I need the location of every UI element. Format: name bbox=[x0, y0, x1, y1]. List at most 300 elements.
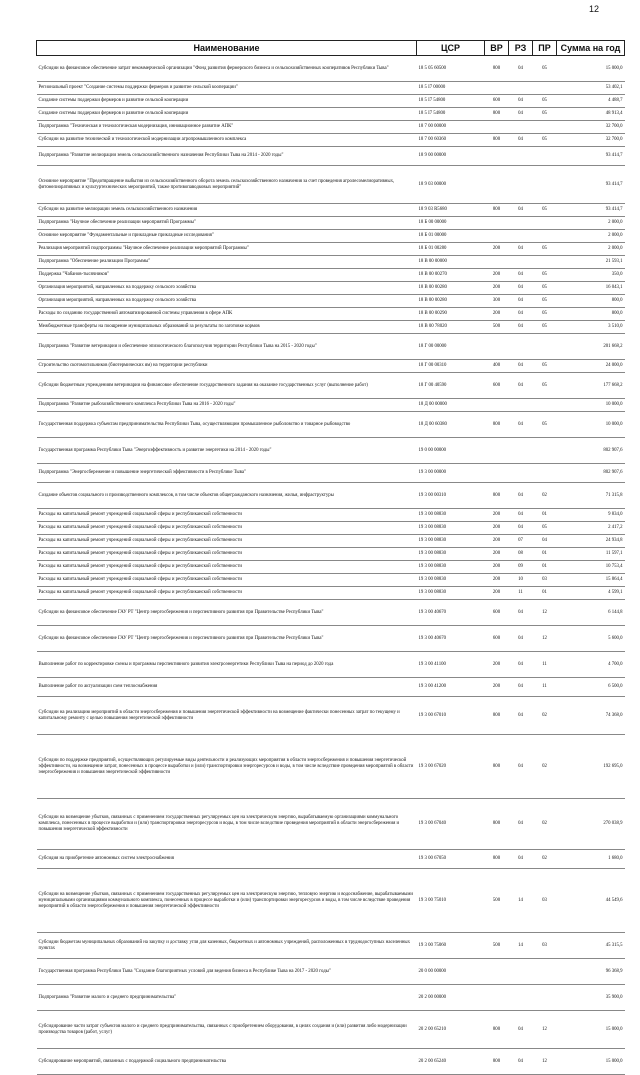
row-name: Субсидии на развитие мелиорации земель сельскохозяйственного назначения bbox=[37, 204, 417, 217]
row-vr bbox=[485, 959, 509, 985]
table-row bbox=[37, 121, 625, 134]
row-rz: 04 bbox=[509, 1049, 533, 1075]
row-vr: 200 bbox=[485, 587, 509, 600]
row-pr: 05 bbox=[533, 243, 557, 256]
row-rz: 04 bbox=[509, 108, 533, 121]
row-csr: 19 3 00 41200 bbox=[417, 678, 485, 697]
row-csr: 18 В 00 00000 bbox=[417, 256, 485, 269]
row-vr: 800 bbox=[485, 799, 509, 850]
row-vr: 800 bbox=[485, 697, 509, 735]
row-csr: 19 3 00 67010 bbox=[417, 697, 485, 735]
row-rz bbox=[509, 334, 533, 360]
table-row bbox=[37, 850, 625, 869]
header-csr: ЦСР bbox=[417, 41, 485, 56]
row-vr: 800 bbox=[485, 483, 509, 509]
table-row bbox=[37, 626, 625, 652]
row-vr: 600 bbox=[485, 600, 509, 626]
row-csr: 19 3 00 08830 bbox=[417, 522, 485, 535]
row-csr: 19 3 00 75010 bbox=[417, 869, 485, 933]
row-csr: 19 3 00 40670 bbox=[417, 600, 485, 626]
row-vr: 400 bbox=[485, 360, 509, 373]
row-sum: 1 680,0 bbox=[557, 850, 625, 869]
row-pr bbox=[533, 985, 557, 1011]
row-sum: 2 000,0 bbox=[557, 243, 625, 256]
row-name: Государственная поддержка субъектам предпринимательства Республики Тыва, осуществляющим промышленное рыболовство и товарное рыбоводство bbox=[37, 412, 417, 438]
row-rz: 04 bbox=[509, 308, 533, 321]
row-vr: 800 bbox=[485, 134, 509, 147]
table-row bbox=[37, 464, 625, 483]
row-sum: 21 593,1 bbox=[557, 256, 625, 269]
row-rz bbox=[509, 464, 533, 483]
row-rz bbox=[509, 121, 533, 134]
row-pr bbox=[533, 147, 557, 166]
row-csr: 18 Б 01 00280 bbox=[417, 243, 485, 256]
row-name: Субсидии на возмещение убытков, связанных с применением государственных регулируемых цен на электрическую энергию, вырабатываемую организациями коммунального комплекса, понесенных в процессе выработки и (или) транспортировки энергоресурсов и воды, в том числе вследствие проведения мероприятий в области энергосбережения и повышения энергетической эффективности bbox=[37, 799, 417, 850]
row-sum: 5 600,0 bbox=[557, 626, 625, 652]
row-csr: 18 Д 00 60380 bbox=[417, 412, 485, 438]
row-csr: 18 Б 01 00000 bbox=[417, 230, 485, 243]
row-csr: 19 3 00 40670 bbox=[417, 626, 485, 652]
row-sum: 53 402,1 bbox=[557, 82, 625, 95]
row-pr: 04 bbox=[533, 535, 557, 548]
table-row bbox=[37, 438, 625, 464]
row-name: Организация мероприятий, направленных на поддержку сельского хозяйства bbox=[37, 282, 417, 295]
row-rz: 14 bbox=[509, 933, 533, 959]
row-sum: 15 000,0 bbox=[557, 56, 625, 82]
row-rz bbox=[509, 256, 533, 269]
row-rz bbox=[509, 959, 533, 985]
row-sum: 48 913,4 bbox=[557, 108, 625, 121]
row-csr: 20 2 00 65210 bbox=[417, 1011, 485, 1049]
row-name: Субсидии на финансовое обеспечение ГАУ РТ "Центр энергосбережения и перспективного развития при Правительстве Республики Тыва" bbox=[37, 626, 417, 652]
header-pr: ПР bbox=[533, 41, 557, 56]
row-name: Создание системы поддержки фермеров и развитие сельской кооперации bbox=[37, 108, 417, 121]
row-rz: 04 bbox=[509, 412, 533, 438]
row-vr: 500 bbox=[485, 933, 509, 959]
row-csr: 18 Б 00 00000 bbox=[417, 217, 485, 230]
row-vr bbox=[485, 217, 509, 230]
row-sum: 32 700,0 bbox=[557, 134, 625, 147]
row-pr bbox=[533, 166, 557, 204]
row-name: Субсидии на финансовое обеспечение ГАУ РТ "Центр энергосбережения и перспективного развития при Правительстве Республики Тыва" bbox=[37, 600, 417, 626]
row-rz: 04 bbox=[509, 95, 533, 108]
row-csr: 18 9 03 R5680 bbox=[417, 204, 485, 217]
row-sum: 10 753,4 bbox=[557, 561, 625, 574]
row-sum: 800,0 bbox=[557, 308, 625, 321]
header-sum: Сумма на год bbox=[557, 41, 625, 56]
table-row bbox=[37, 535, 625, 548]
row-csr: 18 В 00 00270 bbox=[417, 269, 485, 282]
table-row bbox=[37, 678, 625, 697]
table-row bbox=[37, 412, 625, 438]
row-pr: 12 bbox=[533, 1011, 557, 1049]
row-pr: 05 bbox=[533, 204, 557, 217]
row-pr: 01 bbox=[533, 509, 557, 522]
table-row bbox=[37, 269, 625, 282]
page-number: 12 bbox=[589, 4, 600, 14]
row-vr: 800 bbox=[485, 1049, 509, 1075]
row-rz: 04 bbox=[509, 243, 533, 256]
row-sum: 71 315,8 bbox=[557, 483, 625, 509]
header-vr: ВР bbox=[485, 41, 509, 56]
table-row bbox=[37, 166, 625, 204]
row-vr: 200 bbox=[485, 282, 509, 295]
table-row bbox=[37, 600, 625, 626]
row-name: Субсидии на возмещение убытков, связанных с применением государственных регулируемых цен на электрическую энергию, тепловую энергию и водоснабжение, вырабатываемыми муниципальными организациями коммунального комплекса, понесенных в процессе выработки и (или) транспортировки энергоресурсов и воды, в том числе вследствие проведения мероприятий в области энергосбережения и повышения энергетической эффективности bbox=[37, 869, 417, 933]
row-sum: 350,0 bbox=[557, 269, 625, 282]
row-vr: 300 bbox=[485, 295, 509, 308]
row-vr: 800 bbox=[485, 56, 509, 82]
row-name: Реализация мероприятий подпрограммы "Научное обеспечение реализации мероприятий Программы" bbox=[37, 243, 417, 256]
row-vr bbox=[485, 438, 509, 464]
table-row bbox=[37, 574, 625, 587]
row-pr: 01 bbox=[533, 561, 557, 574]
row-rz: 04 bbox=[509, 373, 533, 399]
row-sum: 15 000,0 bbox=[557, 1011, 625, 1049]
row-vr: 200 bbox=[485, 548, 509, 561]
row-pr: 11 bbox=[533, 652, 557, 678]
row-name: Субсидирование части затрат субъектов малого и среднего предпринимательства, связанных с приобретением оборудования, в целях создания и (или) развития либо модернизации производства товаров (работ, услуг) bbox=[37, 1011, 417, 1049]
row-name: Расходы на капитальный ремонт учреждений социальной сферы и республиканской собственности bbox=[37, 522, 417, 535]
row-csr: 18 5 I7 54800 bbox=[417, 108, 485, 121]
row-sum: 9 834,0 bbox=[557, 509, 625, 522]
row-vr: 200 bbox=[485, 561, 509, 574]
table-row bbox=[37, 95, 625, 108]
table-body bbox=[37, 56, 625, 1075]
row-pr: 12 bbox=[533, 626, 557, 652]
table-row bbox=[37, 1049, 625, 1075]
row-csr: 19 3 00 08830 bbox=[417, 561, 485, 574]
row-name: Подпрограмма "Техническая и технологическая модернизация, инновационное развитие АПК" bbox=[37, 121, 417, 134]
table-row bbox=[37, 509, 625, 522]
row-sum: 93 414,7 bbox=[557, 204, 625, 217]
row-csr: 19 3 00 67020 bbox=[417, 735, 485, 799]
row-name: Подпрограмма "Обеспечение реализации Программы" bbox=[37, 256, 417, 269]
row-sum: 44 549,6 bbox=[557, 869, 625, 933]
row-rz: 04 bbox=[509, 1011, 533, 1049]
table-row bbox=[37, 308, 625, 321]
row-vr bbox=[485, 147, 509, 166]
row-rz bbox=[509, 230, 533, 243]
row-sum: 2 000,0 bbox=[557, 230, 625, 243]
row-rz: 04 bbox=[509, 56, 533, 82]
row-sum: 93 414,7 bbox=[557, 166, 625, 204]
row-name: Подпрограмма "Развитие малого и среднего предпринимательства" bbox=[37, 985, 417, 1011]
row-csr: 18 9 00 00000 bbox=[417, 147, 485, 166]
row-name: Субсидия на приобретение автономных систем электроснабжения bbox=[37, 850, 417, 869]
row-rz: 04 bbox=[509, 735, 533, 799]
table-row bbox=[37, 399, 625, 412]
row-name: Расходы на капитальный ремонт учреждений социальной сферы и республиканской собственности bbox=[37, 561, 417, 574]
row-name: Подпрограмма "Развитие рыбохозяйственного комплекса Республики Тыва на 2016 - 2020 годы" bbox=[37, 399, 417, 412]
row-sum: 32 700,0 bbox=[557, 121, 625, 134]
row-name: Основное мероприятие "Фундаментальные и прикладные прикладные исследования" bbox=[37, 230, 417, 243]
row-vr bbox=[485, 334, 509, 360]
row-csr: 19 3 00 75060 bbox=[417, 933, 485, 959]
row-pr bbox=[533, 399, 557, 412]
table-row bbox=[37, 869, 625, 933]
row-rz bbox=[509, 217, 533, 230]
row-pr bbox=[533, 82, 557, 95]
table-row bbox=[37, 933, 625, 959]
row-rz: 04 bbox=[509, 522, 533, 535]
table-row bbox=[37, 230, 625, 243]
row-rz: 08 bbox=[509, 548, 533, 561]
row-pr: 03 bbox=[533, 574, 557, 587]
row-vr: 600 bbox=[485, 95, 509, 108]
header-rz: РЗ bbox=[509, 41, 533, 56]
row-rz: 04 bbox=[509, 282, 533, 295]
row-rz: 04 bbox=[509, 652, 533, 678]
row-vr: 500 bbox=[485, 321, 509, 334]
row-name: Субсидии по поддержке предприятий, осуществляющих регулируемые виды деятельности и реализующих мероприятия в области энергосбережения и повышения энергетической эффективности, на возмещение затрат, понесенных в процессе выработки и (или) транспортировки энергоресурсов и воды, в том числе вследствие проведения мероприятий в области энергосбережения и повышения энергетической эффективности bbox=[37, 735, 417, 799]
row-pr: 03 bbox=[533, 933, 557, 959]
row-name: Субсидии на развитие технической и технологической модернизации агропромышленного комплекса bbox=[37, 134, 417, 147]
row-csr: 19 3 00 08830 bbox=[417, 509, 485, 522]
row-name: Государственная программа Республики Тыва "Создание благоприятных условий для ведения бизнеса в Республике Тыва на 2017 - 2020 годы" bbox=[37, 959, 417, 985]
table-row bbox=[37, 360, 625, 373]
row-sum: 192 695,0 bbox=[557, 735, 625, 799]
row-vr: 800 bbox=[485, 108, 509, 121]
row-rz: 04 bbox=[509, 134, 533, 147]
row-name: Расходы на капитальный ремонт учреждений социальной сферы и республиканской собственности bbox=[37, 587, 417, 600]
row-pr: 02 bbox=[533, 483, 557, 509]
table-row bbox=[37, 548, 625, 561]
row-vr: 200 bbox=[485, 308, 509, 321]
table-row bbox=[37, 282, 625, 295]
row-csr: 18 Г 00 00000 bbox=[417, 334, 485, 360]
row-vr bbox=[485, 399, 509, 412]
row-name: Подпрограмма "Энергосбережение и повышение энергетической эффективности в Республике Тыва" bbox=[37, 464, 417, 483]
table-row bbox=[37, 217, 625, 230]
row-vr bbox=[485, 82, 509, 95]
row-name: Поддержка "Чабанов-тысячников" bbox=[37, 269, 417, 282]
row-sum: 2 000,0 bbox=[557, 217, 625, 230]
table-row bbox=[37, 652, 625, 678]
row-vr bbox=[485, 166, 509, 204]
row-vr bbox=[485, 985, 509, 1011]
row-rz bbox=[509, 166, 533, 204]
row-name: Расходы на капитальный ремонт учреждений социальной сферы и республиканской собственности bbox=[37, 548, 417, 561]
row-pr bbox=[533, 334, 557, 360]
row-csr: 19 3 00 00000 bbox=[417, 464, 485, 483]
row-pr: 05 bbox=[533, 522, 557, 535]
row-pr bbox=[533, 438, 557, 464]
row-rz bbox=[509, 985, 533, 1011]
row-vr: 800 bbox=[485, 1011, 509, 1049]
row-csr: 20 2 00 00000 bbox=[417, 985, 485, 1011]
row-vr: 200 bbox=[485, 509, 509, 522]
row-pr bbox=[533, 256, 557, 269]
row-name: Расходы на капитальный ремонт учреждений социальной сферы и республиканской собственности bbox=[37, 574, 417, 587]
header-name: Наименование bbox=[37, 41, 417, 56]
row-name: Строительство скотомогильников (биотермических ям) на территории республики bbox=[37, 360, 417, 373]
row-name: Субсидии на финансовое обеспечение затрат некоммерческой организации "Фонд развития фермерского бизнеса и сельскохозяйственных кооперативов Республики Тыва" bbox=[37, 56, 417, 82]
row-sum: 6 500,0 bbox=[557, 678, 625, 697]
row-name: Выполнение работ по корректировке схемы и программы перспективного развития электроэнергетики Республики Тыва на период до 2020 года bbox=[37, 652, 417, 678]
row-name: Межбюджетные трансферты на поощрение муниципальных образований за результаты по заготовке кормов bbox=[37, 321, 417, 334]
table-row bbox=[37, 483, 625, 509]
row-csr: 18 В 00 00290 bbox=[417, 308, 485, 321]
row-csr: 18 5 I7 00000 bbox=[417, 82, 485, 95]
row-pr: 05 bbox=[533, 295, 557, 308]
row-csr: 19 3 00 00310 bbox=[417, 483, 485, 509]
row-pr: 01 bbox=[533, 548, 557, 561]
row-rz: 04 bbox=[509, 360, 533, 373]
row-name: Создание системы поддержки фермеров и развитие сельской кооперации bbox=[37, 95, 417, 108]
row-rz: 04 bbox=[509, 321, 533, 334]
row-sum: 800,0 bbox=[557, 295, 625, 308]
row-name: Субсидии на реализацию мероприятий в области энергосбережения и повышения энергетической эффективности на возмещение фактически понесенных затрат по текущему и капитальному ремонту с целью повышения энергетической эффективности bbox=[37, 697, 417, 735]
table-row bbox=[37, 334, 625, 360]
row-vr: 600 bbox=[485, 626, 509, 652]
row-pr: 05 bbox=[533, 56, 557, 82]
row-csr: 18 7 00 00000 bbox=[417, 121, 485, 134]
row-sum: 4 488,7 bbox=[557, 95, 625, 108]
row-csr: 18 9 03 00000 bbox=[417, 166, 485, 204]
row-csr: 19 3 00 08830 bbox=[417, 535, 485, 548]
budget-table bbox=[36, 40, 625, 1075]
row-sum: 96 368,9 bbox=[557, 959, 625, 985]
row-csr: 18 5 05 60500 bbox=[417, 56, 485, 82]
row-rz: 04 bbox=[509, 678, 533, 697]
row-pr: 02 bbox=[533, 735, 557, 799]
row-pr bbox=[533, 230, 557, 243]
row-sum: 74 368,0 bbox=[557, 697, 625, 735]
row-sum: 35 900,0 bbox=[557, 985, 625, 1011]
row-sum: 3 510,0 bbox=[557, 321, 625, 334]
row-sum: 15 864,4 bbox=[557, 574, 625, 587]
table-row bbox=[37, 256, 625, 269]
row-rz bbox=[509, 438, 533, 464]
row-csr: 19 3 00 08830 bbox=[417, 587, 485, 600]
row-rz: 04 bbox=[509, 850, 533, 869]
row-csr: 19 3 00 67050 bbox=[417, 850, 485, 869]
row-sum: 177 668,2 bbox=[557, 373, 625, 399]
row-rz: 10 bbox=[509, 574, 533, 587]
table-row bbox=[37, 522, 625, 535]
row-pr: 05 bbox=[533, 360, 557, 373]
table-row bbox=[37, 735, 625, 799]
row-pr: 05 bbox=[533, 373, 557, 399]
row-name: Подпрограмма "Развитие мелиорации земель сельскохозяйственного назначения Республики Тыва на 2014 - 2020 годы" bbox=[37, 147, 417, 166]
table-row bbox=[37, 243, 625, 256]
row-vr: 800 bbox=[485, 412, 509, 438]
row-pr: 05 bbox=[533, 308, 557, 321]
row-rz: 04 bbox=[509, 204, 533, 217]
row-rz bbox=[509, 399, 533, 412]
row-csr: 18 7 00 60360 bbox=[417, 134, 485, 147]
row-pr: 05 bbox=[533, 321, 557, 334]
row-sum: 10 000,0 bbox=[557, 412, 625, 438]
row-vr: 500 bbox=[485, 869, 509, 933]
table-row bbox=[37, 985, 625, 1011]
row-rz: 04 bbox=[509, 483, 533, 509]
table-row bbox=[37, 295, 625, 308]
row-name: Основное мероприятие "Предотвращение выбытия из сельскохозяйственного оборота земель сельскохозяйственного назначения за счет проведения агролесомелиоративных, фитомелиоративных и культуртехнических мероприятий, также противопаводковых мероприятий" bbox=[37, 166, 417, 204]
row-vr: 200 bbox=[485, 535, 509, 548]
row-csr: 18 Г 00 40590 bbox=[417, 373, 485, 399]
table-row bbox=[37, 147, 625, 166]
row-name: Субсидии бюджетам муниципальных образований на закупку и доставку угля для казенных, бюджетных и автономных учреждений, расположенных в труднодоступных населенных пунктах bbox=[37, 933, 417, 959]
row-pr: 12 bbox=[533, 600, 557, 626]
row-csr: 19 3 00 08830 bbox=[417, 548, 485, 561]
row-rz: 04 bbox=[509, 697, 533, 735]
row-pr: 05 bbox=[533, 412, 557, 438]
row-rz: 04 bbox=[509, 600, 533, 626]
row-sum: 2 417,2 bbox=[557, 522, 625, 535]
row-name: Создание объектов социального и производственного комплексов, в том числе объектов общегражданского назначения, жилья, инфраструктуры bbox=[37, 483, 417, 509]
row-sum: 270 038,9 bbox=[557, 799, 625, 850]
row-csr: 18 5 I7 54800 bbox=[417, 95, 485, 108]
row-rz: 04 bbox=[509, 799, 533, 850]
row-pr: 03 bbox=[533, 869, 557, 933]
row-pr: 01 bbox=[533, 587, 557, 600]
row-rz: 09 bbox=[509, 561, 533, 574]
table-header-row bbox=[37, 41, 625, 56]
row-rz: 04 bbox=[509, 295, 533, 308]
row-csr: 18 В 00 00280 bbox=[417, 295, 485, 308]
row-pr: 11 bbox=[533, 678, 557, 697]
row-pr: 05 bbox=[533, 108, 557, 121]
table-row bbox=[37, 561, 625, 574]
table-row bbox=[37, 82, 625, 95]
row-csr: 20 0 00 00000 bbox=[417, 959, 485, 985]
row-csr: 19 3 00 08830 bbox=[417, 574, 485, 587]
table-row bbox=[37, 56, 625, 82]
row-sum: 201 668,2 bbox=[557, 334, 625, 360]
row-rz: 14 bbox=[509, 869, 533, 933]
row-csr: 19 0 00 00000 bbox=[417, 438, 485, 464]
row-sum: 4 599,1 bbox=[557, 587, 625, 600]
row-sum: 15 000,0 bbox=[557, 1049, 625, 1075]
table-row bbox=[37, 321, 625, 334]
table-row bbox=[37, 799, 625, 850]
row-sum: 10 000,0 bbox=[557, 399, 625, 412]
row-sum: 11 597,1 bbox=[557, 548, 625, 561]
row-csr: 18 В 00 00280 bbox=[417, 282, 485, 295]
row-name: Организация мероприятий, направленных на поддержку сельского хозяйства bbox=[37, 295, 417, 308]
row-vr bbox=[485, 464, 509, 483]
row-csr: 18 В 00 78020 bbox=[417, 321, 485, 334]
table-row bbox=[37, 1011, 625, 1049]
row-sum: 93 414,7 bbox=[557, 147, 625, 166]
row-rz: 04 bbox=[509, 269, 533, 282]
table-row bbox=[37, 587, 625, 600]
row-csr: 18 Д 00 00000 bbox=[417, 399, 485, 412]
row-rz: 11 bbox=[509, 587, 533, 600]
row-sum: 6 144,8 bbox=[557, 600, 625, 626]
row-name: Расходы на капитальный ремонт учреждений социальной сферы и республиканской собственности bbox=[37, 535, 417, 548]
row-name: Субсидии бюджетным учреждениям ветеринарии на финансовое обеспечение государственного задания на оказание государственных услуг (выполнение работ) bbox=[37, 373, 417, 399]
row-rz: 04 bbox=[509, 626, 533, 652]
row-sum: 45 315,5 bbox=[557, 933, 625, 959]
row-sum: 802 907,6 bbox=[557, 464, 625, 483]
row-pr: 12 bbox=[533, 1049, 557, 1075]
row-pr: 02 bbox=[533, 799, 557, 850]
row-rz bbox=[509, 147, 533, 166]
row-csr: 20 2 00 65240 bbox=[417, 1049, 485, 1075]
table-row bbox=[37, 108, 625, 121]
row-vr: 800 bbox=[485, 735, 509, 799]
table-row bbox=[37, 697, 625, 735]
row-rz: 04 bbox=[509, 509, 533, 522]
table-row bbox=[37, 204, 625, 217]
table-row bbox=[37, 134, 625, 147]
row-name: Субсидирование мероприятий, связанных с поддержкой социального предпринимательства bbox=[37, 1049, 417, 1075]
row-pr bbox=[533, 464, 557, 483]
row-vr bbox=[485, 230, 509, 243]
